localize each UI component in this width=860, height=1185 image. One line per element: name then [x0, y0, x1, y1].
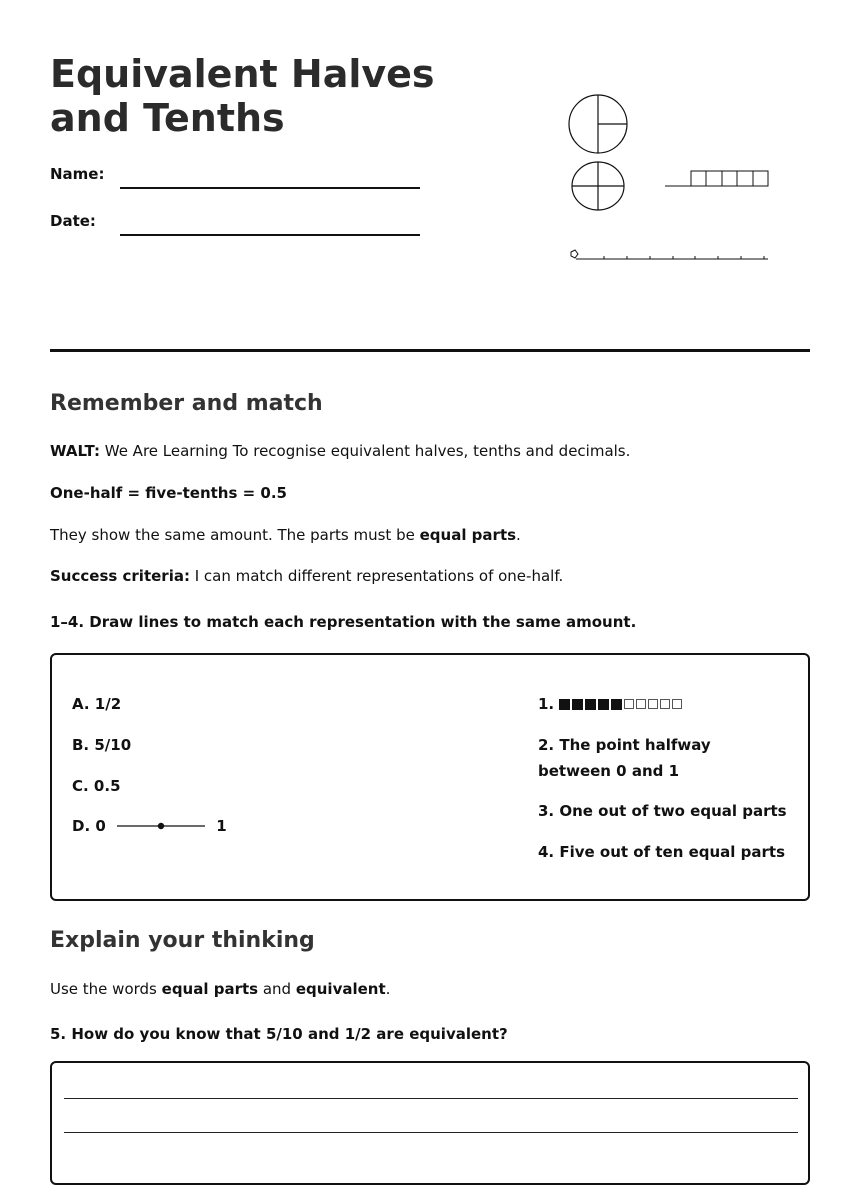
question-5: 5. How do you know that 5/10 and 1/2 are equivalent? — [50, 1025, 508, 1043]
match-right-3[interactable]: 3. One out of two equal parts — [538, 802, 787, 820]
success-criteria — [50, 566, 563, 586]
walt-body: We Are Learning To recognise equivalent halves, tenths and decimals. — [99, 442, 631, 460]
empty-tenth-square — [636, 699, 646, 709]
use-words-post: . — [385, 980, 391, 998]
filled-tenth-square — [585, 699, 596, 710]
filled-tenth-square — [559, 699, 570, 710]
match-right-4[interactable]: 4. Five out of ten equal parts — [538, 843, 786, 861]
tenths-squares — [559, 695, 684, 713]
equivalence-statement: One-half = five-tenths = 0.5 — [50, 484, 287, 502]
success-label: Success criteria: — [50, 567, 190, 585]
answer-line[interactable] — [64, 1098, 798, 1099]
filled-tenth-square — [572, 699, 583, 710]
number-line-icon — [571, 250, 768, 259]
empty-tenth-square — [648, 699, 658, 709]
empty-tenth-square — [672, 699, 682, 709]
section-heading-remember: Remember and match — [50, 391, 323, 416]
match-left-d-prefix: D. 0 — [72, 817, 106, 835]
name-field[interactable] — [120, 187, 420, 189]
date-label: Date: — [50, 212, 96, 230]
name-label: Name: — [50, 165, 105, 183]
same-amount-bold: equal parts — [419, 526, 517, 544]
walt-label: WALT: — [50, 442, 100, 460]
matching-box — [50, 653, 810, 901]
section-heading-explain: Explain your thinking — [50, 928, 315, 953]
match-left-d-suffix: 1 — [216, 817, 227, 835]
use-words-text — [50, 979, 390, 999]
match-right-1-label: 1. — [538, 695, 555, 713]
answer-line[interactable] — [64, 1132, 798, 1133]
walt-text — [50, 441, 630, 461]
number-line-dot-icon — [115, 820, 207, 832]
empty-tenth-square — [660, 699, 670, 709]
answer-box[interactable] — [50, 1061, 810, 1185]
filled-tenth-square — [598, 699, 609, 710]
match-left-a[interactable]: A. 1/2 — [72, 695, 122, 713]
use-words-mid: and — [258, 980, 296, 998]
match-right-1[interactable] — [538, 691, 684, 717]
match-left-b[interactable]: B. 5/10 — [72, 736, 132, 754]
match-right-2[interactable]: 2. The point halfway between 0 and 1 — [538, 736, 711, 780]
circle-quarters-icon — [572, 162, 624, 210]
header-divider — [50, 349, 810, 352]
same-amount-pre: They show the same amount. The parts must be — [50, 526, 420, 544]
fraction-illustration — [538, 58, 800, 283]
date-field[interactable] — [120, 234, 420, 236]
match-instruction: 1–4. Draw lines to match each representation with the same amount. — [50, 613, 637, 631]
match-left-d[interactable] — [72, 813, 227, 839]
match-left-c[interactable]: C. 0.5 — [72, 777, 121, 795]
success-body: I can match different representations of one-half. — [189, 567, 564, 585]
use-words-bold-2: equivalent — [295, 980, 386, 998]
same-amount-post: . — [516, 526, 521, 544]
empty-tenth-square — [624, 699, 634, 709]
use-words-bold-1: equal parts — [161, 980, 259, 998]
filled-tenth-square — [611, 699, 622, 710]
worksheet-title: Equivalent Halves and Tenths — [50, 52, 435, 140]
same-amount-text — [50, 525, 521, 545]
use-words-pre: Use the words — [50, 980, 162, 998]
circle-halves-icon — [569, 95, 627, 153]
tenths-strip-icon — [665, 171, 768, 186]
